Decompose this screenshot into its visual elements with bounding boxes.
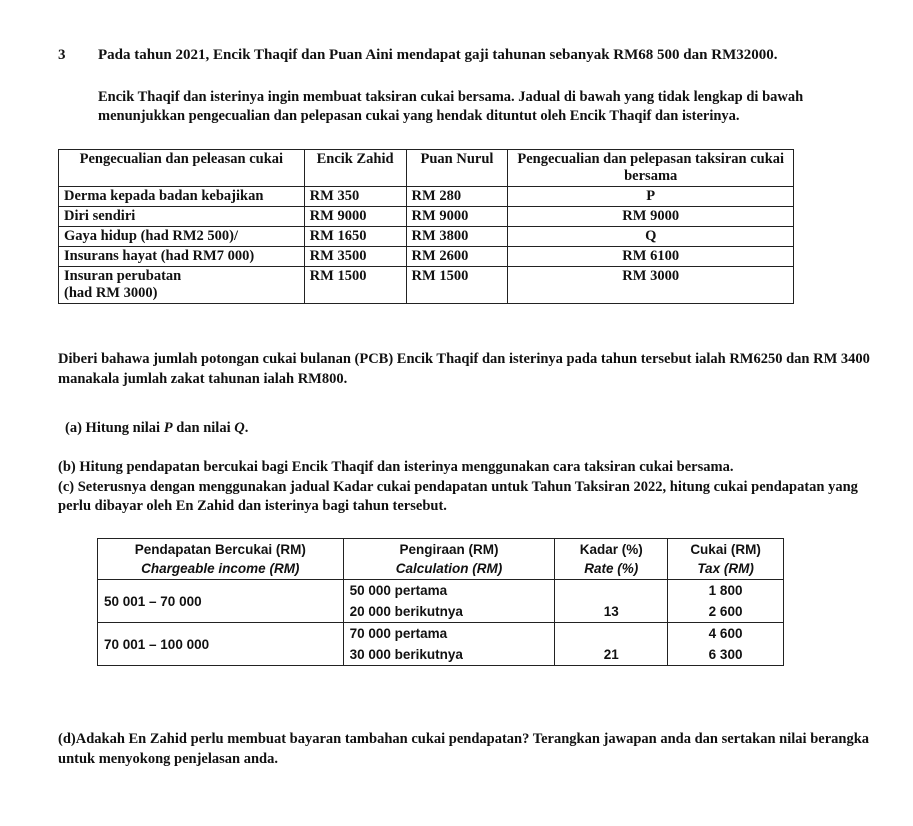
table-row: [59, 207, 794, 227]
relief-joint-value: P: [508, 187, 794, 207]
tax-header-rate-ms: Kadar (%): [579, 542, 643, 557]
relief-category: Derma kepada badan kebajikan: [59, 187, 305, 207]
var-p: P: [163, 420, 173, 436]
part-a-label: (a): [65, 420, 82, 436]
question-intro: Encik Thaqif dan isterinya ingin membuat taksiran cukai bersama. Jadual di bawah yang tidak lengkap di bawah menunjukkan pengecualian dan pelepasan cukai yang hendak dituntut oleh Encik Thaqif dan isterinya.: [98, 89, 804, 124]
relief-category-note: (had RM 3000): [64, 285, 158, 301]
tax-band-tax: 4 600: [668, 623, 784, 645]
var-q: Q: [234, 420, 245, 436]
tax-band-calc: 20 000 berikutnya: [343, 601, 555, 623]
table-row: [98, 580, 784, 602]
question-number: 3: [58, 47, 66, 63]
part-a-text-3: .: [244, 420, 249, 436]
relief-header-husband: Encik Zahid: [304, 150, 406, 187]
part-a-text-1: Hitung nilai: [81, 420, 164, 436]
relief-joint-value: Q: [508, 227, 794, 247]
tax-band-calc: 70 000 pertama: [343, 623, 555, 645]
table-row: [98, 623, 784, 645]
relief-category: Diri sendiri: [59, 207, 305, 227]
tax-header-calc-ms: Pengiraan (RM): [399, 542, 499, 557]
table-row: [59, 227, 794, 247]
relief-category-name: Insuran perubatan: [64, 268, 182, 284]
tax-header-tax-ms: Cukai (RM): [690, 542, 761, 557]
tax-header-rate-en: Rate (%): [584, 561, 639, 576]
table-row: [59, 187, 794, 207]
table-row: [59, 267, 794, 304]
tax-table-header: [98, 539, 784, 580]
tax-header-income: [98, 539, 344, 580]
tax-header-income-en: Chargeable income (RM): [141, 561, 300, 576]
tax-header-income-ms: Pendapatan Bercukai (RM): [134, 542, 306, 557]
tax-header-tax: [668, 539, 784, 580]
part-c: (c) Seterusnya dengan menggunakan jadual Kadar cukai pendapatan untuk Tahun Taksiran 2022, hitung cukai pendapatan yang perlu dibayar oleh En Zahid dan isterinya bagi tahun tersebut.: [58, 479, 858, 514]
tax-header-tax-en: Tax (RM): [697, 561, 754, 576]
tax-header-calc-en: Calculation (RM): [395, 561, 503, 576]
relief-joint-value: RM 6100: [508, 247, 794, 267]
relief-wife-value: RM 9000: [406, 207, 508, 227]
relief-header-wife: Puan Nurul: [406, 150, 508, 187]
tax-band-tax: 2 600: [668, 601, 784, 623]
relief-wife-value: RM 2600: [406, 247, 508, 267]
relief-wife-value: RM 3800: [406, 227, 508, 247]
part-a-text-2: dan nilai: [172, 420, 235, 436]
table-row: [59, 247, 794, 267]
relief-table: [58, 149, 794, 304]
relief-joint-value: RM 3000: [508, 267, 794, 304]
relief-husband-value: RM 1650: [304, 227, 406, 247]
tax-band-calc: 30 000 berikutnya: [343, 644, 555, 666]
relief-category: Gaya hidup (had RM2 500)/: [59, 227, 305, 247]
tax-rate-table: [97, 538, 784, 666]
tax-band-calc: 50 000 pertama: [343, 580, 555, 602]
question-statement: Pada tahun 2021, Encik Thaqif dan Puan Aini mendapat gaji tahunan sebanyak RM68 500 dan RM32000.: [98, 47, 778, 63]
tax-header-calc: [343, 539, 555, 580]
relief-header-joint: Pengecualian dan pelepasan taksiran cukai bersama: [508, 150, 794, 187]
given-info: Diberi bahawa jumlah potongan cukai bulanan (PCB) Encik Thaqif dan isterinya pada tahun tersebut ialah RM6250 dan RM 3400 manakala jumlah zakat tahunan ialah RM800.: [58, 351, 870, 387]
tax-band-rate: 13: [555, 580, 668, 623]
part-d: (d)Adakah En Zahid perlu membuat bayaran tambahan cukai pendapatan? Terangkan jawapan anda dan sertakan nilai berangka untuk menyokong penjelasan anda.: [58, 731, 870, 767]
relief-husband-value: RM 9000: [304, 207, 406, 227]
part-b: (b) Hitung pendapatan bercukai bagi Encik Thaqif dan isterinya menggunakan cara taksiran cukai bersama.: [58, 459, 734, 475]
relief-category: [59, 267, 305, 304]
relief-joint-value: RM 9000: [508, 207, 794, 227]
part-a: [65, 420, 248, 437]
tax-band-tax: 1 800: [668, 580, 784, 602]
relief-wife-value: RM 1500: [406, 267, 508, 304]
relief-husband-value: RM 1500: [304, 267, 406, 304]
tax-band-tax: 6 300: [668, 644, 784, 666]
relief-category: Insurans hayat (had RM7 000): [59, 247, 305, 267]
relief-table-header: [59, 150, 794, 187]
tax-band-range: 70 001 – 100 000: [98, 623, 344, 666]
relief-husband-value: RM 350: [304, 187, 406, 207]
relief-wife-value: RM 280: [406, 187, 508, 207]
relief-header-category: Pengecualian dan peleasan cukai: [59, 150, 305, 187]
relief-husband-value: RM 3500: [304, 247, 406, 267]
tax-band-rate: 21: [555, 623, 668, 666]
tax-band-range: 50 001 – 70 000: [98, 580, 344, 623]
tax-header-rate: [555, 539, 668, 580]
